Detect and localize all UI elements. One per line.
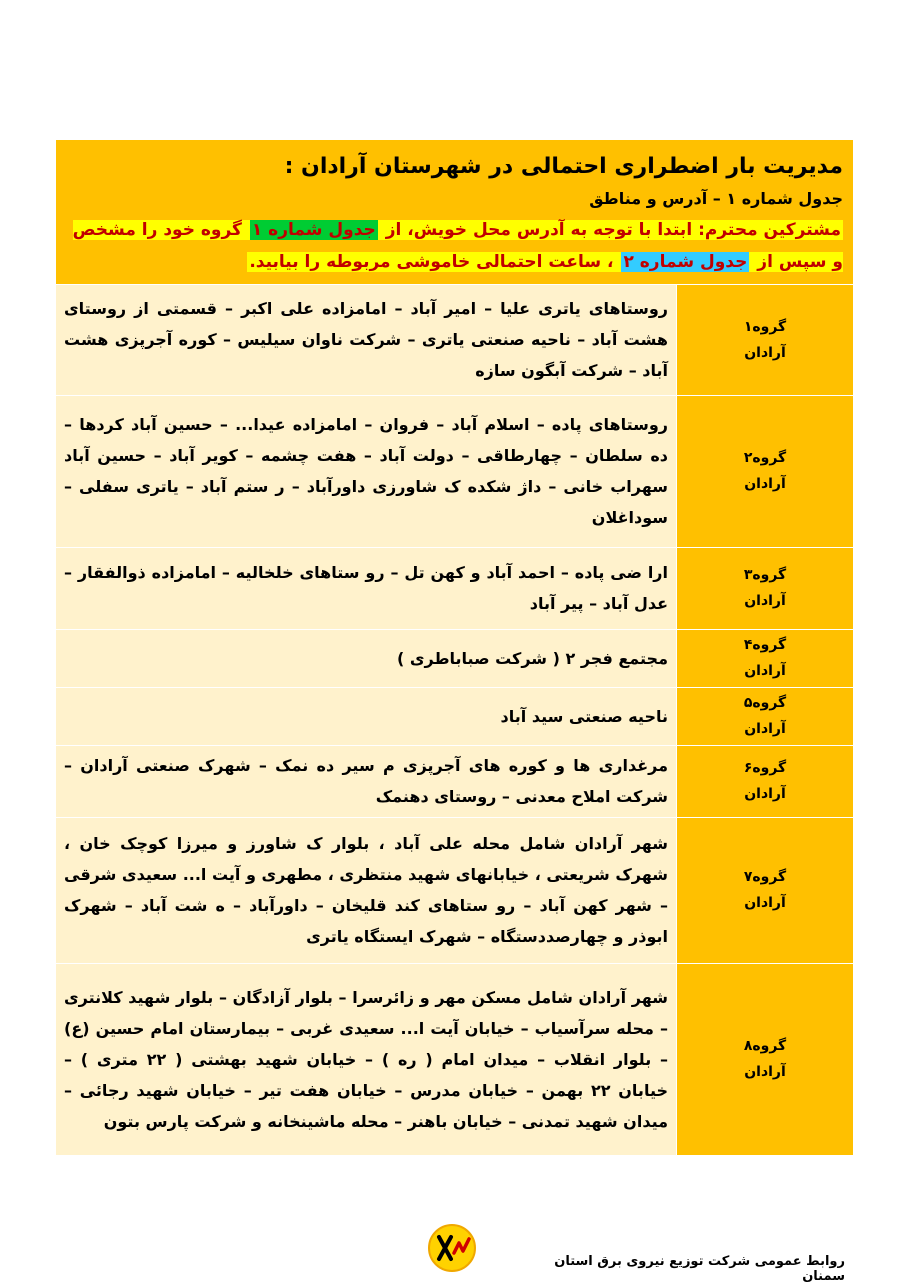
table-subtitle: جدول شماره ۱ – آدرس و مناطق: [589, 189, 843, 208]
table-row: [56, 963, 853, 1155]
group-name: گروه۲: [743, 450, 787, 466]
notice-table1-ref: جدول شماره ۱: [251, 220, 376, 240]
notice-part-1: مشترکین محترم: ابتدا با توجه به آدرس محل خویش، از: [379, 220, 841, 240]
page-title: مدیریت بار اضطراری احتمالی در شهرستان آرادان :: [284, 154, 843, 179]
group-city: آرادان: [744, 721, 786, 737]
group-cell: [677, 745, 854, 817]
group-name: گروه۶: [743, 760, 787, 776]
address-table-document: [56, 140, 853, 1156]
table-row: [56, 745, 853, 817]
table-row: [56, 285, 853, 395]
group-description: روستاهای یاتری علیا – امیر آباد – امامزاده علی اکبر – قسمتی از روستای هشت آباد – ناحیه صنعتی یاتری – شرکت ناوان سیلیس – کوره آجرپزی هشت آباد – شرکت آبگون سازه: [56, 285, 677, 395]
group-name: گروه۱: [743, 318, 787, 335]
customer-notice: [66, 214, 843, 278]
group-cell: [677, 687, 854, 745]
group-name: گروه۵: [743, 695, 787, 711]
group-city: آرادان: [744, 895, 786, 911]
group-description: شهر آرادان شامل محله علی آباد ، بلوار ک شاورز و میرزا کوچک خان ، شهرک شریعتی ، خیابانهای شهید منتظری ، مطهری و آیت ا... سعیدی شرقی – شهر کهن آباد – رو ستاهای کند قلیخان – داورآباد – ه شت آباد – شهرک ابوذر و چهارصددستگاه – شهرک ایستگاه یاتری: [56, 817, 677, 963]
table-row: [56, 547, 853, 629]
footer-credit: روابط عمومی شرکت توزیع نیروی برق استان سمنان: [554, 1254, 845, 1284]
group-cell: [677, 817, 854, 963]
group-cell: [677, 285, 854, 395]
group-cell: [677, 629, 854, 687]
group-name: گروه۷: [743, 869, 787, 885]
table-row: [56, 687, 853, 745]
group-city: آرادان: [744, 663, 786, 679]
group-description: مجتمع فجر ۲ ( شرکت صباباطری ): [56, 629, 677, 687]
group-description: ناحیه صنعتی سید آباد: [56, 687, 677, 745]
power-company-logo-icon: [426, 1222, 478, 1274]
group-city: آرادان: [744, 786, 786, 802]
group-city: آرادان: [744, 1064, 786, 1080]
notice-table2-ref: جدول شماره ۲: [623, 252, 748, 272]
table-row: [56, 629, 853, 687]
group-city: آرادان: [744, 476, 786, 492]
group-cell: [677, 395, 854, 547]
group-description: ارا ضی پاده – احمد آباد و کهن تل – رو ستاهای خلخالیه – امامزاده ذوالفقار – عدل آباد – پیر آباد: [56, 547, 677, 629]
groups-table: [56, 285, 853, 1156]
notice-part-2: گروه خود را مشخص و سپس از: [72, 220, 843, 272]
group-description: مرغداری ها و کوره های آجرپزی م سیر ده نمک – شهرک صنعتی آرادان – شرکت املاح معدنی – روستای دهنمک: [56, 745, 677, 817]
group-city: آرادان: [744, 344, 786, 361]
group-description: روستاهای پاده – اسلام آباد – فروان – امامزاده عیدا... – حسین آباد کردها – ده سلطان – چهارطاقی – دولت آباد – هفت چشمه – کویر آباد – حسین آباد سهراب خانی – داژ شکده ک شاورزی داورآباد – ر ستم آباد – یاتری سفلی – سوداغلان: [56, 395, 677, 547]
group-name: گروه۳: [743, 567, 787, 583]
group-description: شهر آرادان شامل مسکن مهر و زائرسرا – بلوار آزادگان – بلوار شهید کلانتری – محله سرآسیاب – خیابان آیت ا... سعیدی غربی – بیمارستان امام حسین (ع) – بلوار انقلاب – میدان امام ( ره ) – خیابان شهید بهشتی ( ۲۲ متری ) – خیابان ۲۲ بهمن – خیابان مدرس – خیابان هفت تیر – خیابان شهید رجائی – میدان شهید تمدنی – خیابان باهنر – محله ماشینخانه و شرکت پارس بتون: [56, 963, 677, 1155]
group-name: گروه۸: [743, 1038, 787, 1054]
group-name: گروه۴: [743, 637, 787, 653]
table-row: [56, 817, 853, 963]
group-city: آرادان: [744, 593, 786, 609]
notice-part-3: ، ساعت احتمالی خاموشی مربوطه را بیابید.: [249, 252, 620, 272]
table-header: [56, 140, 853, 285]
group-cell: [677, 547, 854, 629]
group-cell: [677, 963, 854, 1155]
table-row: [56, 395, 853, 547]
